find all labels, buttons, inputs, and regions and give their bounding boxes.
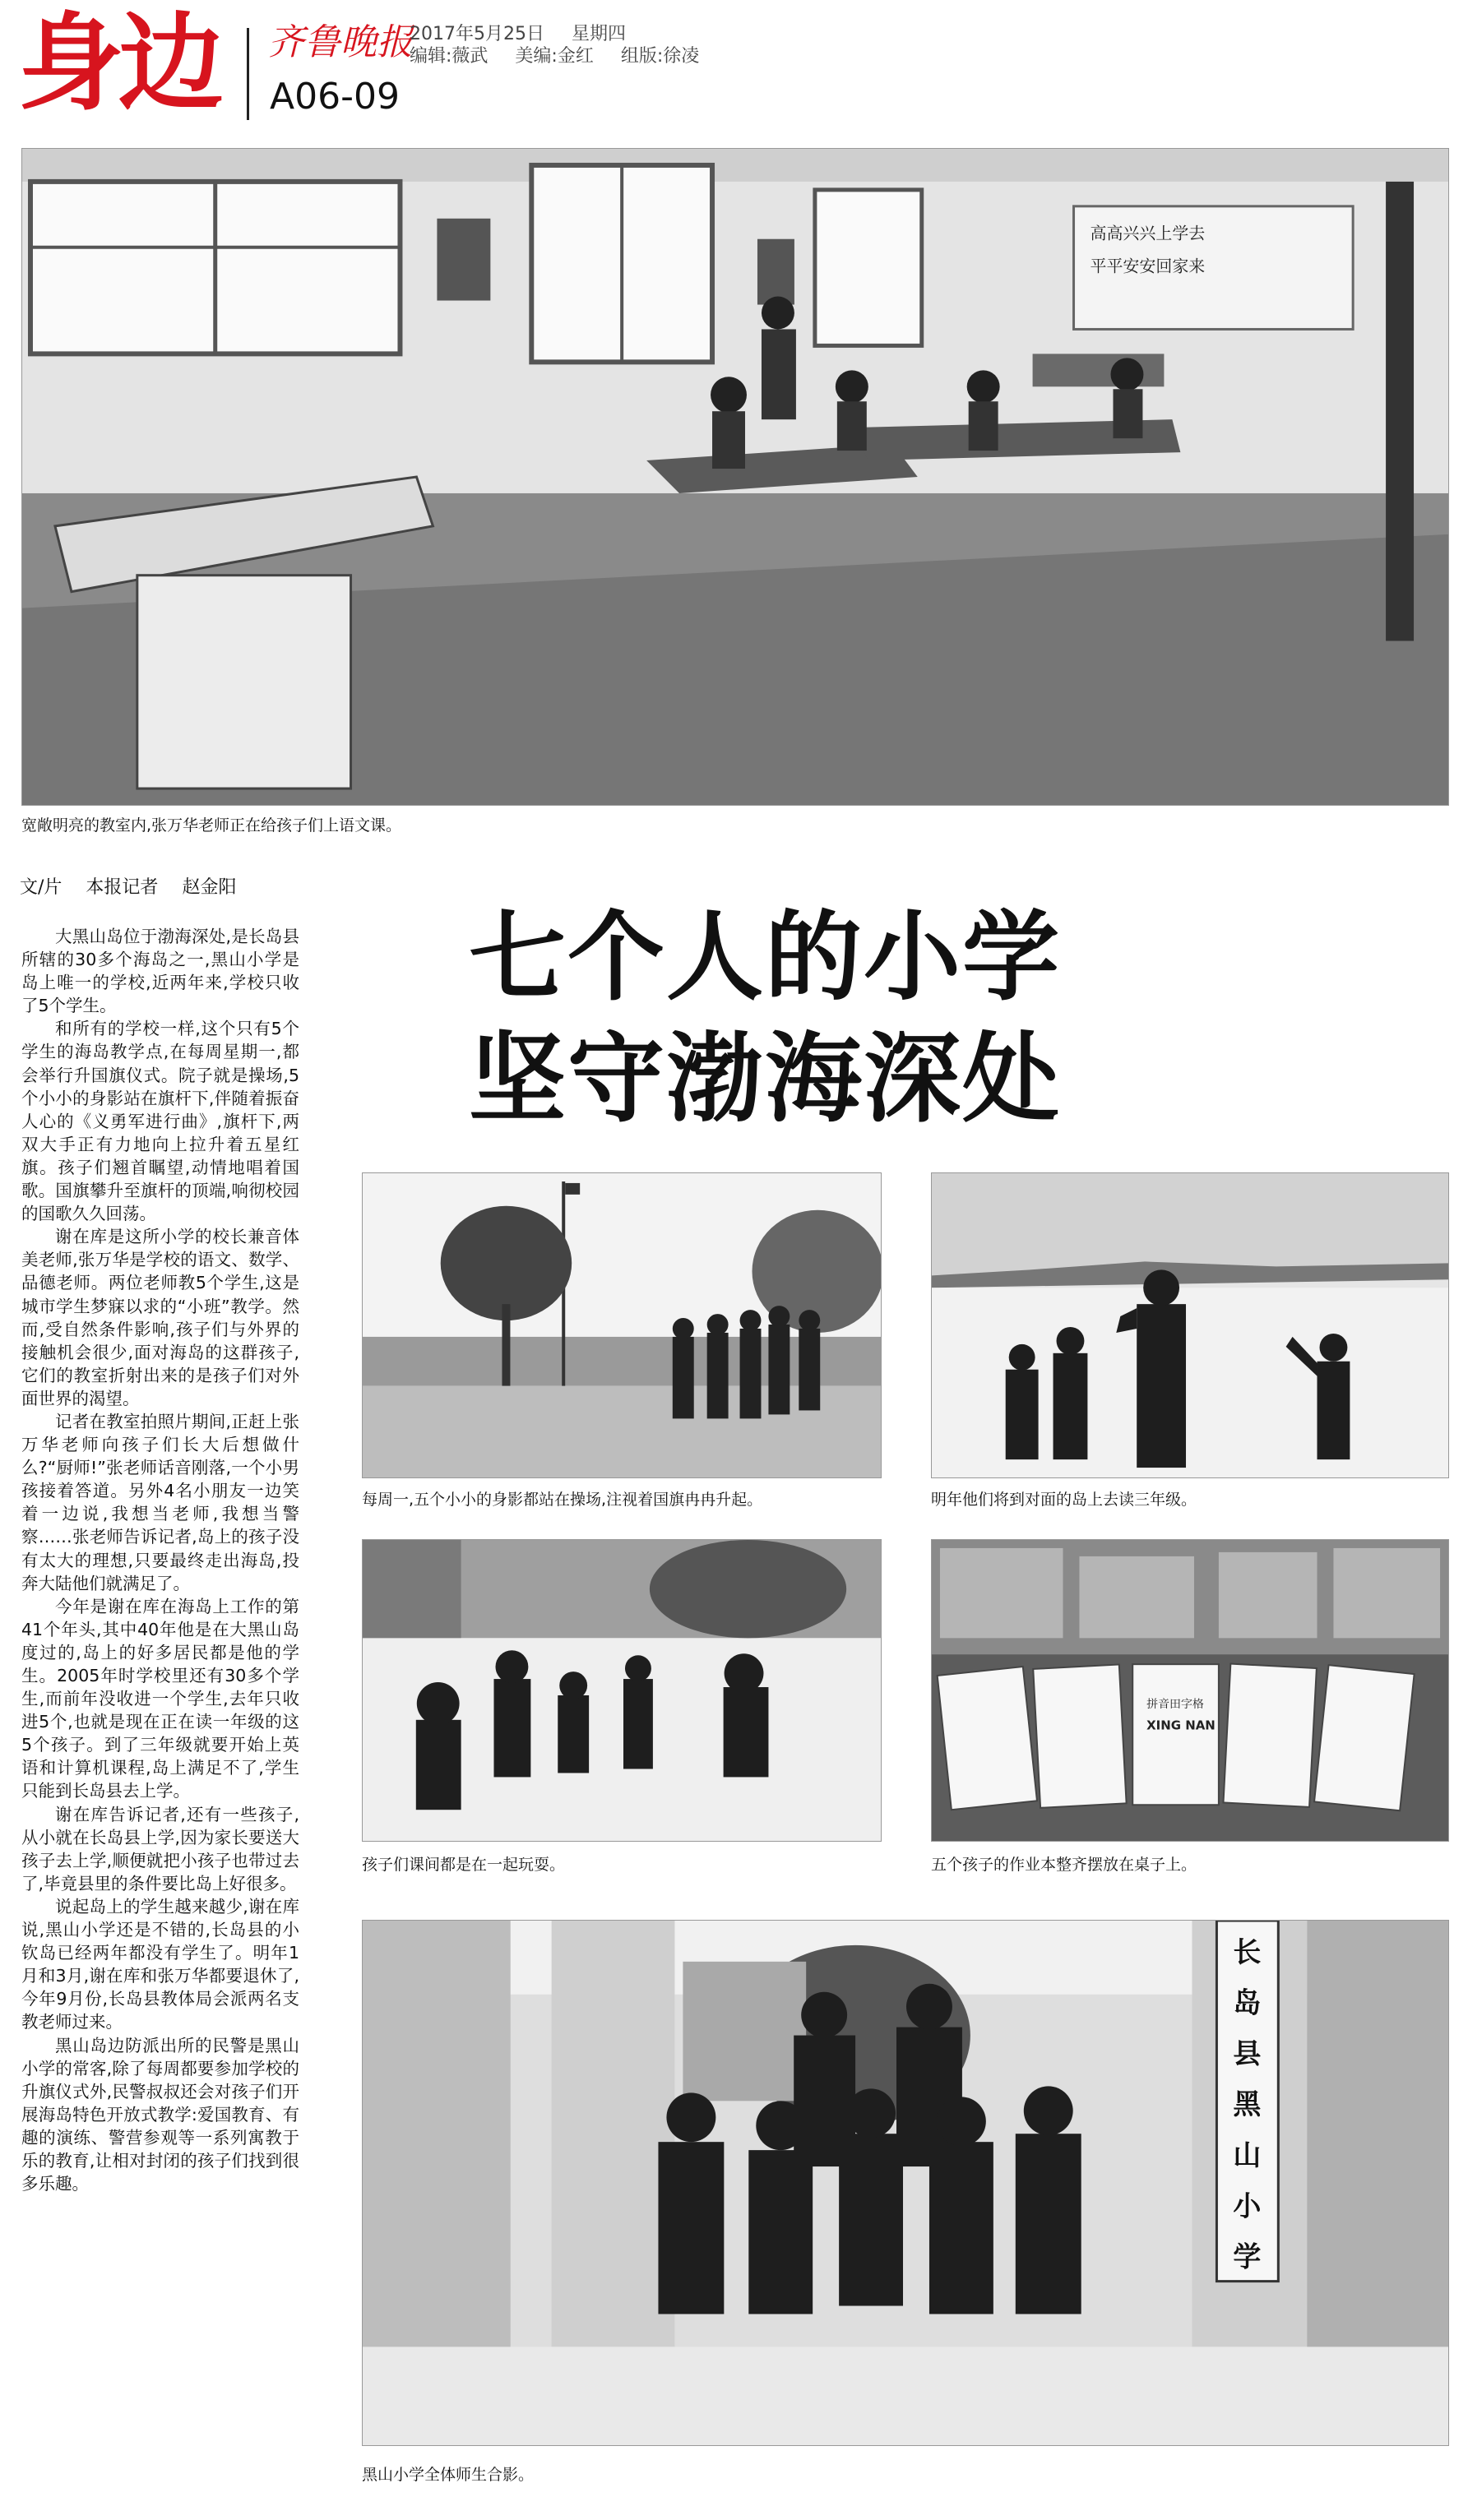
classroom-photo [21,148,1449,806]
headline-line-1: 七个人的小学 [469,900,1062,1014]
wall-slogan-1: 高高兴兴上学去 [1090,223,1206,243]
byline-name: 赵金阳 [182,877,237,898]
byline [20,876,254,899]
headline-line-2: 坚守渤海深处 [469,1022,1062,1135]
article-body [21,925,299,2195]
playing-photo [362,1539,882,1842]
headline [469,896,1127,1140]
masthead-divider [247,28,249,120]
book-label: 拼音田字格 [1146,1697,1204,1711]
homework-books-photo [931,1539,1449,1842]
issue-weekday: 星期四 [571,24,626,44]
byline-type: 文/片 [20,877,63,898]
newspaper-logo: 齐鲁晚报 [268,21,413,63]
editor-credit: 编辑:薇武 [410,46,489,67]
homework-books-caption: 五个孩子的作业本整齐摆放在桌子上。 [931,1856,1197,1874]
section-title: 身边 [18,2,220,125]
byline-reporter: 本报记者 [86,877,159,898]
gate-sign: 长岛县黑山小学 [1233,1935,1262,2273]
flag-raising-caption: 每周一,五个小小的身影都站在操场,注视着国旗冉冉升起。 [362,1491,763,1509]
article-paragraph: 谢在库告诉记者,还有一些孩子,从小就在长岛县上学,因为家长要送大孩子去上学,顺便就把小孩子也带过去了,毕竟县里的条件要比岛上好很多。 [21,1804,299,1893]
group-photo [362,1920,1449,2446]
playing-caption: 孩子们课间都是在一起玩耍。 [362,1856,566,1874]
layout-editor-credit: 组版:徐凌 [620,46,700,67]
article-paragraph: 说起岛上的学生越来越少,谢在库说,黑山小学还是不错的,长岛县的小钦岛已经两年都没有学生了。明年1月和3月,谢在库和张万华都要退休了,今年9月份,长岛县教体局会派两名支教老师过来。 [21,1896,299,2032]
seaside-photo [931,1172,1449,1478]
article-paragraph: 大黑山岛位于渤海深处,是长岛县所辖的30多个海岛之一,黑山小学是岛上唯一的学校,近两年来,学校只收了5个学生。 [21,927,299,1016]
article-paragraph: 今年是谢在库在海岛上工作的第41个年头,其中40年他是在大黑山岛度过的,岛上的好多居民都是他的学生。2005年时学校里还有30多个学生,而前年没收进一个学生,去年只收进5个,也就是现在正在读一年级的这5个孩子。到了三年级就要开始上英语和计算机课程,岛上满足不了,学生只能到长岛县去上学。 [21,1596,299,1801]
masthead-meta [410,23,720,67]
article-paragraph: 记者在教室拍照片期间,正赶上张万华老师向孩子们长大后想做什么?“厨师!”张老师话音刚落,一个小男孩接着答道。另外4名小朋友一边笑着一边说,我想当老师,我想当警察……张老师告诉记者,岛上的孩子没有太大的理想,只要最终走出海岛,投奔大陆他们就满足了。 [21,1411,299,1593]
article-paragraph: 黑山岛边防派出所的民警是黑山小学的常客,除了每周都要参加学校的升旗仪式外,民警叔叔还会对孩子们开展海岛特色开放式教学:爱国教育、有趣的演练、警营参观等一系列寓教于乐的教育,让相对封闭的孩子们找到很多乐趣。 [21,2035,299,2194]
article-paragraph: 和所有的学校一样,这个只有5个学生的海岛教学点,在每周星期一,都会举行升国旗仪式。院子就是操场,5个小小的身影站在旗杆下,伴随着振奋人心的《义勇军进行曲》,旗杆下,两双大手正有力地向上拉升着五星红旗。孩子们翘首瞩望,动情地唱着国歌。国旗攀升至旗杆的顶端,响彻校园的国歌久久回荡。 [21,1019,299,1224]
wall-slogan-2: 平平安安回家来 [1090,256,1206,276]
classroom-photo-caption: 宽敞明亮的教室内,张万华老师正在给孩子们上语文课。 [21,816,402,835]
flag-raising-photo [362,1172,882,1478]
article-paragraph: 谢在库是这所小学的校长兼音体美老师,张万华是学校的语文、数学、品德老师。两位老师教5个学生,这是城市学生梦寐以求的“小班”教学。然而,受自然条件影响,孩子们与外界的接触机会很少,面对海岛的这群孩子,它们的教室折射出来的是孩子们对外面世界的渴望。 [21,1227,299,1408]
art-editor-credit: 美编:金红 [515,46,594,67]
issue-date: 2017年5月25日 [410,24,544,44]
group-photo-caption: 黑山小学全体师生合影。 [362,2466,535,2484]
page-number: A06-09 [270,76,400,118]
book-sublabel: XING NAN [1146,1718,1216,1733]
seaside-caption: 明年他们将到对面的岛上去读三年级。 [931,1491,1197,1509]
